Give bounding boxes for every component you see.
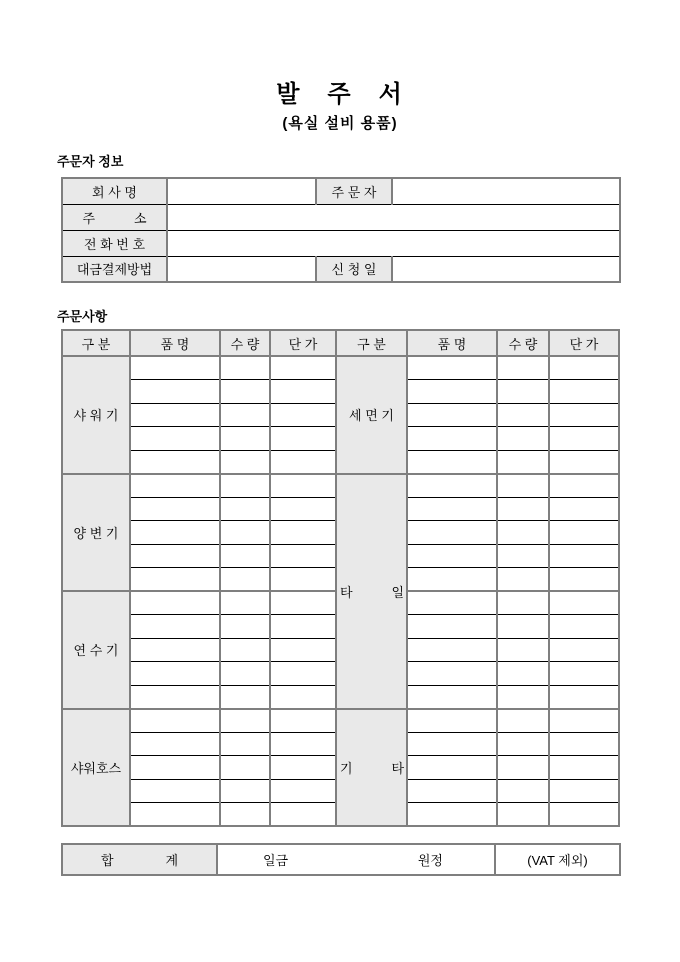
quantity-cell-right[interactable] <box>497 756 549 780</box>
quantity-cell-left[interactable] <box>220 497 270 521</box>
unit-price-cell-left[interactable] <box>270 638 336 662</box>
quantity-cell-right[interactable] <box>497 591 549 615</box>
amount-prefix-label: 일금 <box>263 853 289 868</box>
product-name-cell-left[interactable] <box>130 685 220 709</box>
product-name-cell-right[interactable] <box>407 638 497 662</box>
unit-price-cell-left[interactable] <box>270 521 336 545</box>
quantity-cell-right[interactable] <box>497 356 549 380</box>
header-category-right: 구 분 <box>336 330 407 356</box>
quantity-cell-right[interactable] <box>497 450 549 474</box>
quantity-cell-right[interactable] <box>497 521 549 545</box>
item-row <box>62 356 619 380</box>
unit-price-cell-left[interactable] <box>270 427 336 451</box>
unit-price-cell-left[interactable] <box>270 450 336 474</box>
row-company-orderer <box>62 178 620 204</box>
quantity-cell-right[interactable] <box>497 427 549 451</box>
quantity-cell-right[interactable] <box>497 732 549 756</box>
unit-price-cell-right[interactable] <box>549 568 619 592</box>
header-price-left: 단 가 <box>270 330 336 356</box>
quantity-cell-left[interactable] <box>220 356 270 380</box>
phone-label: 전 화 번 호 <box>62 230 167 256</box>
product-name-cell-left[interactable] <box>130 662 220 686</box>
unit-price-cell-right[interactable] <box>549 427 619 451</box>
company-name-label: 회 사 명 <box>62 178 167 204</box>
quantity-cell-left[interactable] <box>220 732 270 756</box>
quantity-cell-right[interactable] <box>497 685 549 709</box>
product-name-cell-left[interactable] <box>130 732 220 756</box>
category-cell-left: 샤워호스 <box>62 709 130 827</box>
product-name-cell-right[interactable] <box>407 779 497 803</box>
category-cell-left: 연 수 기 <box>62 591 130 709</box>
quantity-cell-right[interactable] <box>497 403 549 427</box>
header-category-left: 구 분 <box>62 330 130 356</box>
quantity-cell-left[interactable] <box>220 591 270 615</box>
quantity-cell-left[interactable] <box>220 380 270 404</box>
quantity-cell-left[interactable] <box>220 544 270 568</box>
total-label: 합 계 <box>62 844 217 875</box>
product-name-cell-left[interactable] <box>130 474 220 498</box>
category-cell-left: 양 변 기 <box>62 474 130 592</box>
product-name-cell-left[interactable] <box>130 709 220 733</box>
unit-price-cell-left[interactable] <box>270 497 336 521</box>
product-name-cell-right[interactable] <box>407 709 497 733</box>
unit-price-cell-left[interactable] <box>270 356 336 380</box>
quantity-cell-right[interactable] <box>497 779 549 803</box>
quantity-cell-left[interactable] <box>220 450 270 474</box>
request-date-label: 신 청 일 <box>316 256 392 282</box>
unit-price-cell-right[interactable] <box>549 662 619 686</box>
quantity-cell-right[interactable] <box>497 615 549 639</box>
items-header-row <box>62 330 619 356</box>
quantity-cell-right[interactable] <box>497 568 549 592</box>
product-name-cell-right[interactable] <box>407 427 497 451</box>
unit-price-cell-right[interactable] <box>549 474 619 498</box>
address-field[interactable] <box>167 204 620 230</box>
header-quantity-right: 수 량 <box>497 330 549 356</box>
payment-method-label: 대금결제방법 <box>62 256 167 282</box>
product-name-cell-right[interactable] <box>407 685 497 709</box>
product-name-cell-left[interactable] <box>130 779 220 803</box>
row-payment-date <box>62 256 620 282</box>
unit-price-cell-right[interactable] <box>549 544 619 568</box>
product-name-cell-left[interactable] <box>130 380 220 404</box>
quantity-cell-right[interactable] <box>497 544 549 568</box>
page-subtitle: (욕실 설비 용품) <box>282 115 398 132</box>
product-name-cell-right[interactable] <box>407 403 497 427</box>
unit-price-cell-left[interactable] <box>270 544 336 568</box>
header-price-right: 단 가 <box>549 330 619 356</box>
request-date-field[interactable] <box>392 256 620 282</box>
unit-price-cell-right[interactable] <box>549 521 619 545</box>
unit-price-cell-right[interactable] <box>549 356 619 380</box>
unit-price-cell-right[interactable] <box>549 450 619 474</box>
product-name-cell-right[interactable] <box>407 568 497 592</box>
section-title-orderer-info: 주문자 정보 <box>57 154 124 169</box>
unit-price-cell-left[interactable] <box>270 803 336 827</box>
quantity-cell-right[interactable] <box>497 803 549 827</box>
unit-price-cell-left[interactable] <box>270 732 336 756</box>
unit-price-cell-right[interactable] <box>549 615 619 639</box>
quantity-cell-right[interactable] <box>497 497 549 521</box>
unit-price-cell-right[interactable] <box>549 638 619 662</box>
address-label: 주 소 <box>62 204 167 230</box>
category-cell-right: 타 일 <box>336 474 407 709</box>
unit-price-cell-left[interactable] <box>270 380 336 404</box>
product-name-cell-left[interactable] <box>130 497 220 521</box>
total-table <box>61 843 621 876</box>
quantity-cell-left[interactable] <box>220 756 270 780</box>
quantity-cell-left[interactable] <box>220 685 270 709</box>
unit-price-cell-left[interactable] <box>270 662 336 686</box>
unit-price-cell-left[interactable] <box>270 615 336 639</box>
product-name-cell-left[interactable] <box>130 615 220 639</box>
unit-price-cell-left[interactable] <box>270 474 336 498</box>
header-quantity-left: 수 량 <box>220 330 270 356</box>
quantity-cell-left[interactable] <box>220 474 270 498</box>
total-row <box>62 844 620 875</box>
quantity-cell-left[interactable] <box>220 638 270 662</box>
orderer-field[interactable] <box>392 178 620 204</box>
quantity-cell-right[interactable] <box>497 380 549 404</box>
quantity-cell-left[interactable] <box>220 568 270 592</box>
item-row <box>62 474 619 498</box>
product-name-cell-right[interactable] <box>407 450 497 474</box>
product-name-cell-right[interactable] <box>407 732 497 756</box>
unit-price-cell-left[interactable] <box>270 756 336 780</box>
product-name-cell-right[interactable] <box>407 544 497 568</box>
product-name-cell-left[interactable] <box>130 521 220 545</box>
product-name-cell-left[interactable] <box>130 544 220 568</box>
amount-suffix-label: 원정 <box>417 853 443 868</box>
orderer-label: 주 문 자 <box>316 178 392 204</box>
product-name-cell-right[interactable] <box>407 521 497 545</box>
product-name-cell-left[interactable] <box>130 568 220 592</box>
quantity-cell-right[interactable] <box>497 709 549 733</box>
unit-price-cell-right[interactable] <box>549 591 619 615</box>
category-cell-right: 기 타 <box>336 709 407 827</box>
quantity-cell-left[interactable] <box>220 709 270 733</box>
orderer-info-table <box>61 177 621 283</box>
payment-method-field[interactable] <box>167 256 316 282</box>
quantity-cell-left[interactable] <box>220 521 270 545</box>
company-name-field[interactable] <box>167 178 316 204</box>
quantity-cell-right[interactable] <box>497 638 549 662</box>
product-name-cell-left[interactable] <box>130 756 220 780</box>
product-name-cell-left[interactable] <box>130 638 220 662</box>
product-name-cell-right[interactable] <box>407 380 497 404</box>
product-name-cell-right[interactable] <box>407 615 497 639</box>
unit-price-cell-left[interactable] <box>270 591 336 615</box>
unit-price-cell-left[interactable] <box>270 685 336 709</box>
unit-price-cell-right[interactable] <box>549 756 619 780</box>
product-name-cell-right[interactable] <box>407 662 497 686</box>
phone-field[interactable] <box>167 230 620 256</box>
quantity-cell-right[interactable] <box>497 474 549 498</box>
quantity-cell-left[interactable] <box>220 615 270 639</box>
unit-price-cell-left[interactable] <box>270 568 336 592</box>
unit-price-cell-right[interactable] <box>549 403 619 427</box>
unit-price-cell-right[interactable] <box>549 685 619 709</box>
item-row <box>62 709 619 733</box>
product-name-cell-left[interactable] <box>130 403 220 427</box>
product-name-cell-right[interactable] <box>407 356 497 380</box>
unit-price-cell-right[interactable] <box>549 803 619 827</box>
quantity-cell-left[interactable] <box>220 403 270 427</box>
row-address <box>62 204 620 230</box>
order-items-table <box>61 329 620 827</box>
quantity-cell-left[interactable] <box>220 662 270 686</box>
total-amount-field[interactable] <box>217 844 495 875</box>
page-title: 발 주 서 <box>276 81 404 108</box>
product-name-cell-left[interactable] <box>130 591 220 615</box>
header-product-left: 품 명 <box>130 330 220 356</box>
unit-price-cell-right[interactable] <box>549 380 619 404</box>
quantity-cell-right[interactable] <box>497 662 549 686</box>
quantity-cell-left[interactable] <box>220 779 270 803</box>
unit-price-cell-left[interactable] <box>270 403 336 427</box>
product-name-cell-right[interactable] <box>407 803 497 827</box>
product-name-cell-right[interactable] <box>407 474 497 498</box>
unit-price-cell-right[interactable] <box>549 732 619 756</box>
category-cell-left: 샤 워 기 <box>62 356 130 474</box>
row-phone <box>62 230 620 256</box>
unit-price-cell-right[interactable] <box>549 497 619 521</box>
unit-price-cell-right[interactable] <box>549 779 619 803</box>
section-title-order-items: 주문사항 <box>57 309 108 324</box>
product-name-cell-left[interactable] <box>130 450 220 474</box>
unit-price-cell-left[interactable] <box>270 779 336 803</box>
product-name-cell-left[interactable] <box>130 803 220 827</box>
unit-price-cell-left[interactable] <box>270 709 336 733</box>
vat-note: (VAT 제외) <box>495 844 620 875</box>
product-name-cell-left[interactable] <box>130 427 220 451</box>
product-name-cell-right[interactable] <box>407 497 497 521</box>
unit-price-cell-right[interactable] <box>549 709 619 733</box>
product-name-cell-left[interactable] <box>130 356 220 380</box>
product-name-cell-right[interactable] <box>407 756 497 780</box>
quantity-cell-left[interactable] <box>220 427 270 451</box>
quantity-cell-left[interactable] <box>220 803 270 827</box>
header-product-right: 품 명 <box>407 330 497 356</box>
category-cell-right: 세 면 기 <box>336 356 407 474</box>
product-name-cell-right[interactable] <box>407 591 497 615</box>
